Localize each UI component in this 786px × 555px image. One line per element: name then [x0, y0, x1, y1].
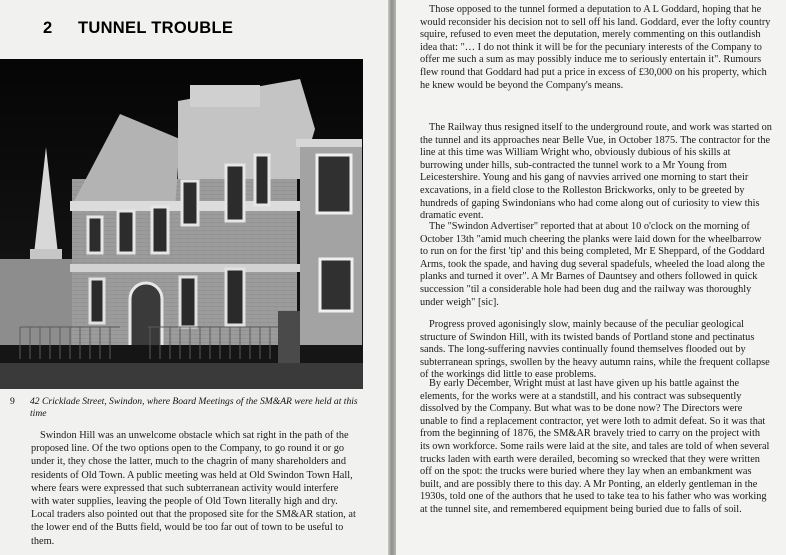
figure-number: 9 [10, 396, 15, 407]
figure-caption-text: 42 Cricklade Street, Swindon, where Board Meetings of the SM&AR were held at this time [30, 396, 358, 419]
chapter-number: 2 [43, 19, 53, 37]
body-paragraph: Those opposed to the tunnel formed a deputation to A L Goddard, hoping that he would reconsider his decision not to sell off his land. Goddard, ever the lofty country squire, refused to even meet the deputation, merely commenting on this outlandish idea that: "… I do not think it will be for the pecuniary interests of the Company to offer me such a sum as may possibly induce me to seriously entertain it". Rumours flew round that Goddard had put a price in excess of £30,000 on his property, which he knew would be beyond the Company's means. [420, 4, 771, 91]
body-paragraph: The Railway thus resigned itself to the underground route, and work was started on the tunnel and its approaches near Belle Vue, in October 1875. The contractor for the line at this time was William Wright who, obviously dubious of his skills at burrowing under hills, sub-contracted the tunnel work to a Mr Young from Leicestershire. Young and his gang of navvies arrived one morning to start their excavations, in a field close to the Rolleston Brickworks, only to be greeted by hundreds of gaping Swindonians who had come along out of curiosity to view this dramatic event. [420, 122, 772, 222]
body-paragraph: The "Swindon Advertiser" reported that at about 10 o'clock on the morning of October 13th "amid much cheering the planks were laid down for the wheelbarrow to run on for the first 'tip' and this being completed, Mr E Sheppard, of the Goddard Arms, took the spade, and having dug several spadefuls, wheeled the load along the planks and turned it over". A Mr Barnes of Dauntsey and others followed in quick succession "til a considerable hole had been dug and the railway was thoroughly under weigh" [sic]. [420, 221, 765, 308]
book-gutter [388, 0, 396, 555]
building-photo [0, 59, 363, 389]
figure-caption [10, 396, 360, 420]
body-paragraph: Progress proved agonisingly slow, mainly because of the peculiar geological structure of Swindon Hill, with its twisted bands of Portland stone and pectinatus sands. The long-suffering navvies continually found themselves flooded out by subterranean springs, swollen by the heavy autumn rains, while the frequent collapse of the workings did little to ease problems. [420, 319, 770, 381]
body-paragraph: By early December, Wright must at last have given up his battle against the elements, for the works were at a standstill, and his contract was subsequently dissolved by the Company. But what was to be done now? The Directors were unable to find a replacement contractor, yet were loth to admit defeat. So it was that from the beginning of 1876, the SM&AR bravely tried to carry on the project with its own workforce. Some rails were laid at the site, and tales are told of when several trucks laden with earth were derailed, becoming so wrecked that they were written off on the spot: the trucks were buried where they lay when an embankment was built, and are possibly there to this day. A Mr Ponting, an elderly gentleman in the 1930s, told one of the authors that he used to take tea to his father who was working at the tunnel site, and remembered equipment being buried due to falls of soil. [420, 378, 770, 515]
body-paragraph: Swindon Hill was an unwelcome obstacle which sat right in the path of the proposed line. Of the two options open to the Company, to go round it or go under it, they chose the latter, much to the chagrin of many shareholders and residents of Old Town. A public meeting was held at Old Swindon Town Hall, where fears were expressed that such subterranean activity would interfere with water supplies, leaving the people of Old Town literally high and dry. Local traders also pointed out that the proposed site for the SM&AR station, at the lower end of the Butts field, would be too far out of town to be useful to them. [31, 430, 356, 547]
chapter-heading [43, 19, 233, 38]
chapter-title: TUNNEL TROUBLE [78, 19, 234, 37]
left-page [0, 0, 388, 555]
